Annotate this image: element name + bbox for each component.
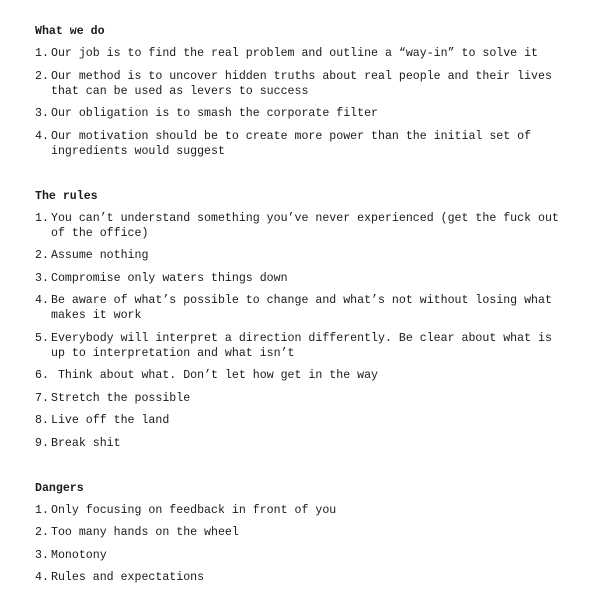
- section-dangers: [35, 481, 565, 586]
- item-text: Only focusing on feedback in front of you: [51, 503, 337, 517]
- item-text: Think about what. Don’t let how get in the way: [51, 369, 379, 382]
- item-text: Our method is to uncover hidden truths about real people and their lives that can be used as levers to success: [51, 69, 552, 98]
- numbered-list: [35, 503, 565, 586]
- item-number: 4.: [35, 129, 49, 143]
- item-number: 8.: [35, 414, 49, 427]
- item-number: 5.: [35, 331, 49, 345]
- item-text: Break shit: [51, 436, 121, 450]
- item-number: 1.: [35, 47, 49, 60]
- list-item: [35, 46, 565, 61]
- item-text: Our motivation should be to create more power than the initial set of ingredients would suggest: [51, 129, 532, 158]
- list-item: [35, 69, 565, 99]
- item-number: 6.: [35, 369, 49, 382]
- item-text: Our job is to find the real problem and outline a “way-in” to solve it: [51, 47, 539, 60]
- item-text: You can’t understand something you’ve never experienced (get the fuck out of the office): [51, 211, 559, 240]
- list-item: [35, 413, 565, 428]
- item-number: 4.: [35, 571, 49, 584]
- item-text: Live off the land: [51, 414, 170, 427]
- item-number: 3.: [35, 271, 49, 285]
- item-number: 3.: [35, 548, 49, 562]
- list-item: [35, 436, 565, 451]
- item-number: 2.: [35, 249, 49, 262]
- list-item: [35, 293, 565, 323]
- list-item: [35, 503, 565, 518]
- section-the-rules: [35, 189, 565, 451]
- item-text: Assume nothing: [51, 249, 149, 262]
- numbered-list: [35, 211, 565, 451]
- item-text: Rules and expectations: [51, 571, 205, 584]
- list-item: [35, 211, 565, 241]
- section-what-we-do: [35, 24, 565, 159]
- item-text: Be aware of what’s possible to change and what’s not without losing what makes it work: [51, 294, 552, 322]
- item-number: 4.: [35, 294, 49, 307]
- item-number: 1.: [35, 211, 49, 225]
- list-item: [35, 129, 565, 159]
- document: [35, 24, 565, 593]
- list-item: [35, 331, 565, 361]
- item-text: Compromise only waters things down: [51, 271, 288, 285]
- item-number: 3.: [35, 107, 49, 120]
- item-text: Everybody will interpret a direction differently. Be clear about what is up to interpretation and what isn’t: [51, 331, 552, 360]
- section-heading: What we do: [35, 25, 105, 38]
- list-item: [35, 570, 565, 585]
- list-item: [35, 248, 565, 263]
- section-heading: Dangers: [35, 481, 84, 495]
- item-text: Stretch the possible: [51, 391, 191, 405]
- list-item: [35, 525, 565, 540]
- list-item: [35, 271, 565, 286]
- item-number: 9.: [35, 436, 49, 450]
- section-heading: The rules: [35, 189, 98, 203]
- item-text: Our obligation is to smash the corporate filter: [51, 107, 378, 120]
- numbered-list: [35, 46, 565, 159]
- item-number: 1.: [35, 503, 49, 517]
- list-item: [35, 391, 565, 406]
- list-item: [35, 548, 565, 563]
- item-text: Monotony: [51, 548, 107, 562]
- item-number: 7.: [35, 391, 49, 405]
- list-item: [35, 368, 565, 383]
- item-number: 2.: [35, 69, 49, 83]
- item-text: Too many hands on the wheel: [51, 526, 239, 539]
- item-number: 2.: [35, 526, 49, 539]
- list-item: [35, 106, 565, 121]
